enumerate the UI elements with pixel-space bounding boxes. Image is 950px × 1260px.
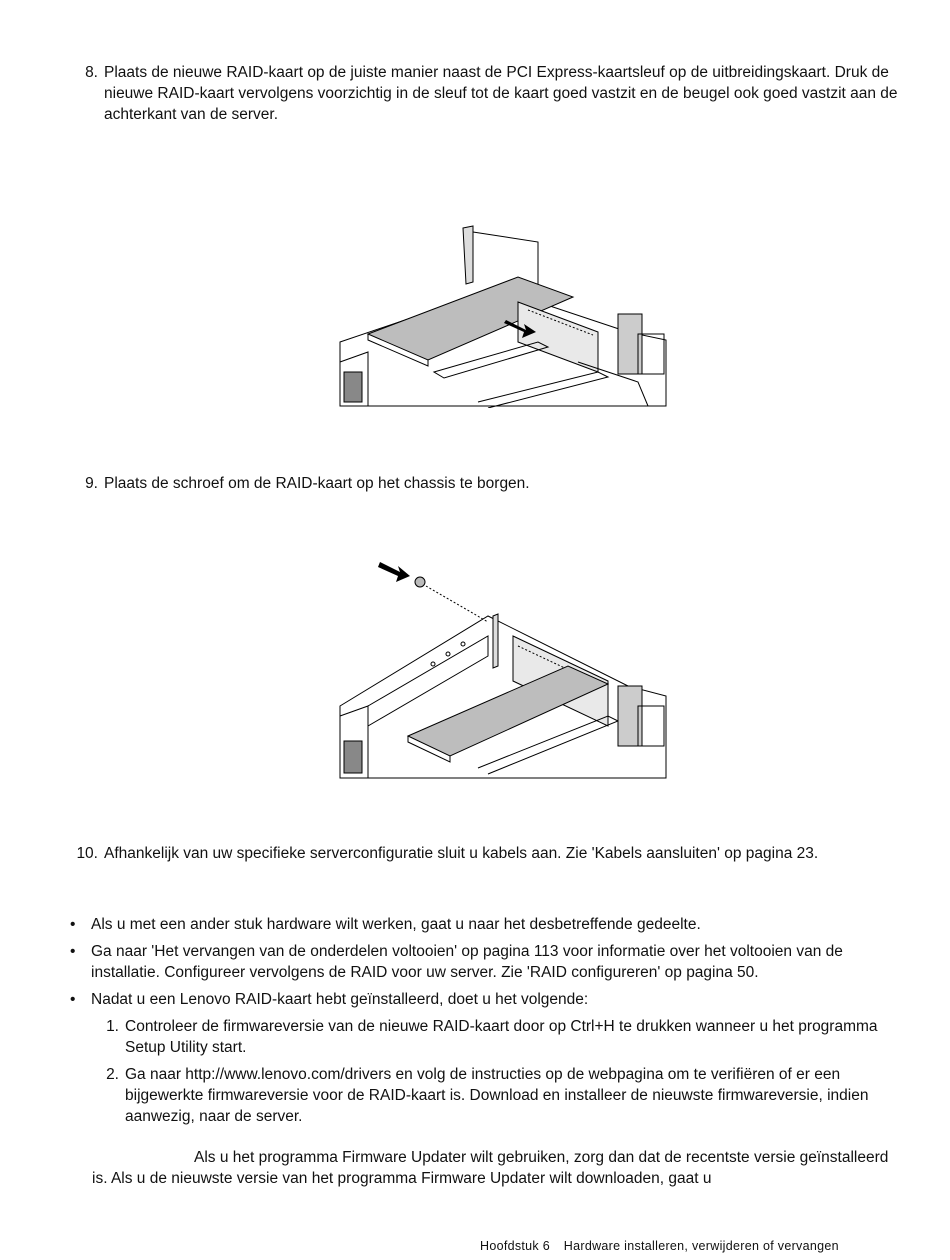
sub-steps <box>91 1016 910 1127</box>
list-item <box>70 989 910 1127</box>
step-10 <box>70 843 910 864</box>
step-text: Afhankelijk van uw specifieke serverconfiguratie sluit u kabels aan. Zie 'Kabels aansluiten' op pagina 23. <box>104 845 819 862</box>
raid-card-insert-illustration <box>338 222 668 408</box>
step-number: 8. <box>85 64 98 81</box>
bullet-icon: • <box>70 991 76 1008</box>
step-8 <box>70 62 910 125</box>
footer-chapter: Hoofdstuk 6 <box>480 1239 551 1253</box>
note-text: Als u het programma Firmware Updater wilt gebruiken, zorg dan dat de recentste versie geïnstalleerd is. Als u de nieuwste versie van het programma Firmware Updater wilt downloaden, gaat u <box>92 1149 889 1187</box>
sub-step-1 <box>91 1016 910 1058</box>
bullet-icon: • <box>70 916 76 933</box>
bullet-text: Als u met een ander stuk hardware wilt werken, gaat u naar het desbetreffende gedeelte. <box>91 916 701 933</box>
raid-card-screw-illustration <box>338 556 668 780</box>
list-item <box>70 914 910 935</box>
step-text: Plaats de schroef om de RAID-kaart op het chassis te borgen. <box>104 475 530 492</box>
list-item <box>70 941 910 983</box>
sub-step-2 <box>91 1064 910 1127</box>
sub-step-number: 1. <box>106 1018 119 1035</box>
step-number: 9. <box>85 475 98 492</box>
next-steps-list <box>70 914 910 1133</box>
step-number: 10. <box>76 845 98 862</box>
step-text: Plaats de nieuwe RAID-kaart op de juiste manier naast de PCI Express-kaartsleuf op de uitbreidingskaart. Druk de nieuwe RAID-kaart vervolgens voorzichtig in de sleuf tot de kaart goed vastzit en de beugel ook goed vastzit aan de achterkant van de server. <box>104 64 898 123</box>
page-footer <box>480 1239 839 1253</box>
bullet-text: Ga naar 'Het vervangen van de onderdelen voltooien' op pagina 113 voor informatie over het voltooien van de installatie. Configureer vervolgens de RAID voor uw server. Zie 'RAID configureren' op pagina 50. <box>91 943 843 981</box>
step-9 <box>70 473 910 494</box>
footer-title: Hardware installeren, verwijderen of vervangen <box>563 1239 839 1253</box>
sub-step-text: Ga naar http://www.lenovo.com/drivers en volg de instructies op de webpagina om te verifiëren of er een bijgewerkte firmwareversie voor de RAID-kaart is. Download en installeer de nieuwste firmwareversie, indien aanwezig, naar de server. <box>125 1066 869 1125</box>
sub-step-number: 2. <box>106 1066 119 1083</box>
sub-step-text: Controleer de firmwareversie van de nieuwe RAID-kaart door op Ctrl+H te drukken wanneer u het programma Setup Utility start. <box>125 1018 878 1056</box>
bullet-text: Nadat u een Lenovo RAID-kaart hebt geïnstalleerd, doet u het volgende: <box>91 991 589 1008</box>
bullet-icon: • <box>70 943 76 960</box>
